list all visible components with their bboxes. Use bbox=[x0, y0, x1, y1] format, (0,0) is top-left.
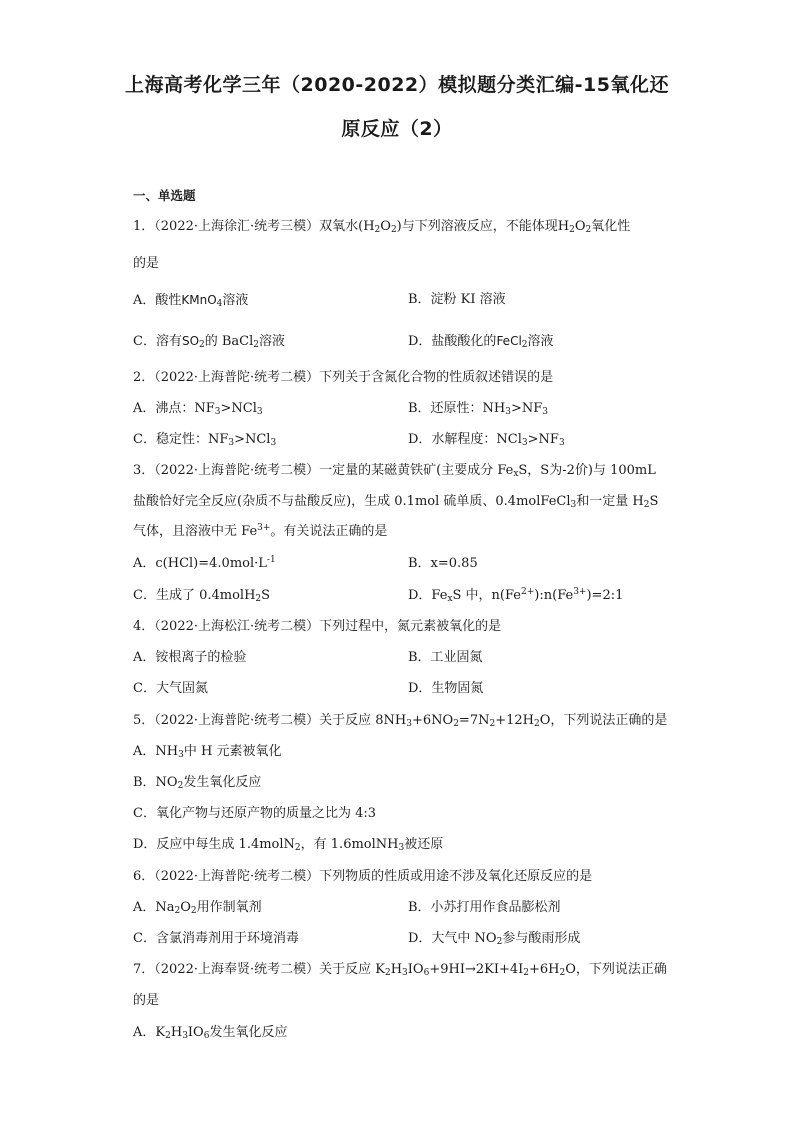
question-4-option-a: A．铵根离子的检验 bbox=[133, 650, 247, 665]
question-1-option-a: A．酸性KMnO$_4$溶液 bbox=[133, 293, 249, 309]
question-1-stem-cont: 的是 bbox=[133, 256, 160, 271]
question-6-option-d: D．大气中 $NO_2$参与酸雨形成 bbox=[408, 931, 581, 947]
question-6-option-a: A．$Na_2O_2$用作制氧剂 bbox=[133, 900, 262, 916]
question-7-stem-cont: 的是 bbox=[133, 993, 160, 1008]
question-3-option-b: B．x=0.85 bbox=[408, 556, 478, 571]
question-4-option-c: C．大气固氮 bbox=[133, 681, 208, 696]
question-5-stem: 5．（2022·上海普陀·统考二模）关于反应 $8NH_3+6NO_2=7N_2+12H_2O$，下列说法正确的是 bbox=[133, 713, 668, 729]
question-2-option-a: A．沸点：$NF_3>NCl_3$ bbox=[133, 401, 263, 417]
question-1-option-b: B．淀粉 KI 溶液 bbox=[408, 292, 506, 307]
page-title-line1: 上海高考化学三年（2020-2022）模拟题分类汇编-15氧化还 bbox=[125, 74, 669, 96]
question-3-stem-line2: 盐酸恰好完全反应(杂质不与盐酸反应)，生成 0.1mol 硫单质、0.4molFeCl$_3$和一定量 $H_2S$ bbox=[133, 494, 659, 510]
question-1-stem: 1．（2022·上海徐汇·统考三模）双氧水$(H_2O_2)$与下列溶液反应，不能体现$H_2O_2$氧化性 bbox=[133, 219, 631, 235]
question-5-option-d: D．反应中每生成 1.4molN$_2$，有 1.6molNH$_3$被还原 bbox=[133, 837, 444, 853]
question-5-option-b: B．$NO_2$发生氧化反应 bbox=[133, 775, 262, 791]
question-1-option-c: C．溶有$SO_2$的 BaCl$_2$溶液 bbox=[133, 334, 286, 350]
question-1-option-d: D．盐酸酸化的FeCl$_2$溶液 bbox=[408, 334, 554, 350]
question-4-stem: 4．（2022·上海松江·统考二模）下列过程中，氮元素被氧化的是 bbox=[133, 619, 502, 634]
question-2-option-c: C．稳定性：$NF_3>NCl_3$ bbox=[133, 432, 277, 448]
question-3-option-d: D．$Fe_xS$ 中，$n(Fe^{2+}):n(Fe^{3+})=2:1$ bbox=[408, 587, 624, 604]
question-7-option-a: A．$K_2H_3IO_6$发生氧化反应 bbox=[133, 1025, 288, 1041]
page-title-line2: 原反应（2） bbox=[341, 118, 453, 140]
question-3-option-a: A．$c(HCl)=4.0mol\cdot L^{-1}$ bbox=[133, 555, 276, 571]
question-3-option-c: C．生成了 0.4molH$_2$S bbox=[133, 588, 271, 604]
section-heading: 一、单选题 bbox=[133, 188, 196, 203]
question-4-option-d: D．生物固氮 bbox=[408, 681, 484, 696]
question-5-option-c: C．氧化产物与还原产物的质量之比为 4:3 bbox=[133, 806, 377, 821]
question-4-option-b: B．工业固氮 bbox=[408, 650, 483, 665]
question-7-stem: 7．（2022·上海奉贤·统考二模）关于反应 $K_2H_3IO_6+9HI\to 2KI+4I_2+6H_2O$，下列说法正确 bbox=[133, 962, 667, 978]
question-2-stem: 2．（2022·上海普陀·统考二模）下列关于含氮化合物的性质叙述错误的是 bbox=[133, 370, 554, 385]
question-2-option-d: D．水解程度：$NCl_3>NF_3$ bbox=[408, 432, 565, 448]
question-6-stem: 6．（2022·上海普陀·统考二模）下列物质的性质或用途不涉及氧化还原反应的是 bbox=[133, 869, 593, 884]
question-5-option-a: A．$NH_3$中 H 元素被氧化 bbox=[133, 744, 282, 760]
question-6-option-c: C．含氯消毒剂用于环境消毒 bbox=[133, 931, 299, 946]
question-6-option-b: B．小苏打用作食品膨松剂 bbox=[408, 900, 561, 915]
question-3-stem-line3: 气体，且溶液中无 $Fe^{3+}$。有关说法正确的是 bbox=[133, 523, 388, 539]
question-3-stem: 3．（2022·上海普陀·统考二模）一定量的某磁黄铁矿(主要成分 $Fe_xS$，S为-2价)与 100mL bbox=[133, 463, 656, 479]
question-2-option-b: B．还原性：$NH_3>NF_3$ bbox=[408, 401, 549, 417]
